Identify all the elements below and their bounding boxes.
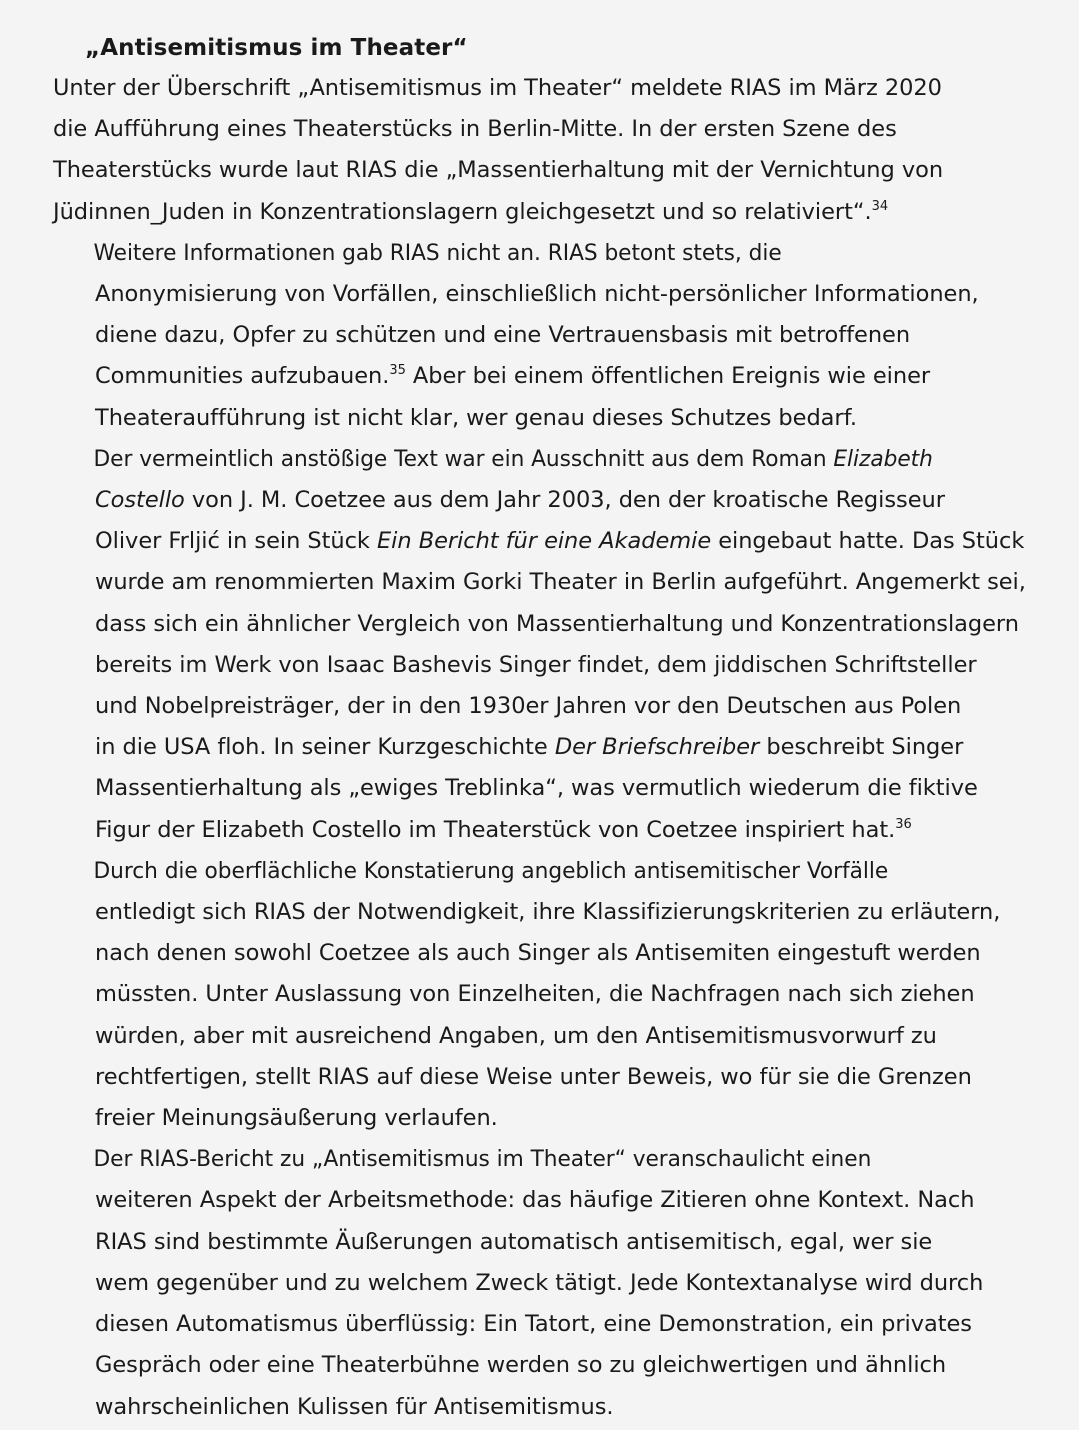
text-line-content: Aber bei einem öffentlichen Ereignis wie einer [405,363,931,390]
text-line: wem gegenüber und zu welchem Zweck tätigt. Jede Kontextanalyse wird durch [95,1269,984,1296]
text-line: RIAS sind bestimmte Äußerungen automatisch antisemitisch, egal, wer sie [95,1228,933,1255]
text-line: würden, aber mit ausreichend Angaben, um den Antisemitismusvorwurf zu [95,1022,937,1049]
text-line: dass sich ein ähnlicher Vergleich von Massentierhaltung und Konzentrationslagern [95,610,1019,637]
text-line: und Nobelpreisträger, der in den 1930er Jahren vor den Deutschen aus Polen [95,693,962,720]
paragraph-3 [53,439,1065,851]
book-title-elizabeth: Elizabeth [833,445,933,472]
text-line: entledigt sich RIAS der Notwendigkeit, ihre Klassifizierungskriterien zu erläutern, [95,899,1001,926]
play-title: Ein Bericht für eine Akademie [377,528,712,555]
text-line: Gespräch oder eine Theaterbühne werden so zu gleichwertigen und ähnlich [95,1352,947,1379]
text-line-content: Oliver Frljić in sein Stück [95,528,378,555]
section-heading: „Antisemitismus im Theater“ [85,35,468,61]
text-line [53,480,1065,521]
text-line [53,356,1065,397]
text-line-content: eingebaut hatte. Das Stück [711,528,1025,555]
footnote-ref-36[interactable]: 36 [895,816,912,832]
paragraph-4 [53,851,1065,1139]
text-line-content: Jüdinnen_Juden in Konzentrationslagern gleichgesetzt und so relativiert“. [53,198,872,225]
text-line: diesen Automatismus überflüssig: Ein Tatort, eine Demonstration, ein privates [95,1311,972,1338]
text-line [53,192,1065,233]
text-line-content: in die USA floh. In seiner Kurzgeschichte [95,734,555,761]
text-line: wurde am renommierten Maxim Gorki Theater in Berlin aufgeführt. Angemerkt sei, [95,569,1026,596]
text-line: Anonymisierung von Vorfällen, einschließlich nicht-persönlicher Informationen, [95,281,979,308]
text-line-content: Communities aufzubauen. [95,363,390,390]
text-line-content: Figur der Elizabeth Costello im Theaterstück von Coetzee inspiriert hat. [95,816,896,843]
text-line: freier Meinungsäußerung verlaufen. [95,1105,498,1132]
footnote-ref-34[interactable]: 34 [871,198,889,214]
text-line: Durch die oberflächliche Konstatierung angeblich antisemitischer Vorfälle [93,857,889,884]
text-line: bereits im Werk von Isaac Bashevis Singer findet, dem jiddischen Schriftsteller [95,651,977,678]
text-line: weiteren Aspekt der Arbeitsmethode: das häufige Zitieren ohne Kontext. Nach [95,1187,975,1214]
text-line: wahrscheinlichen Kulissen für Antisemitismus. [95,1393,614,1420]
text-line [53,727,1065,768]
text-line: Der RIAS-Bericht zu „Antisemitismus im Theater“ veranschaulicht einen [93,1146,872,1173]
text-line: Theaterstücks wurde laut RIAS die „Massentierhaltung mit der Vernichtung von [53,157,944,184]
text-line [53,439,1029,480]
text-line: müssten. Unter Auslassung von Einzelheiten, die Nachfragen nach sich ziehen [95,981,975,1008]
text-line-content: beschreibt Singer [759,734,964,761]
paragraph-5 [53,1139,1065,1427]
paragraph-1 [53,68,1065,233]
text-line: Unter der Überschrift „Antisemitismus im Theater“ meldete RIAS im März 2020 [53,75,942,101]
book-title-costello: Costello [95,487,185,514]
text-line: Massentierhaltung als „ewiges Treblinka“, was vermutlich wiederum die fiktive [95,775,978,802]
footnote-ref-35[interactable]: 35 [389,363,406,379]
text-line [53,521,1065,562]
text-line: rechtfertigen, stellt RIAS auf diese Weise unter Beweis, wo für sie die Grenzen [95,1063,972,1090]
text-line: nach denen sowohl Coetzee als auch Singer als Antisemiten eingestuft werden [95,940,981,967]
text-line [53,810,1065,851]
text-line: Weitere Informationen gab RIAS nicht an. RIAS betont stets, die [93,239,782,266]
text-line-content: Der vermeintlich anstößige Text war ein Ausschnitt aus dem Roman [93,445,834,472]
paragraph-2 [53,233,1065,439]
text-line: Theateraufführung ist nicht klar, wer genau dieses Schutzes bedarf. [95,404,857,431]
text-line-content: von J. M. Coetzee aus dem Jahr 2003, den der kroatische Regisseur [184,487,945,514]
story-title: Der Briefschreiber [554,734,760,761]
text-line: die Aufführung eines Theaterstücks in Berlin-Mitte. In der ersten Szene des [53,116,897,143]
text-line: diene dazu, Opfer zu schützen und eine Vertrauensbasis mit betroffenen [95,322,911,349]
